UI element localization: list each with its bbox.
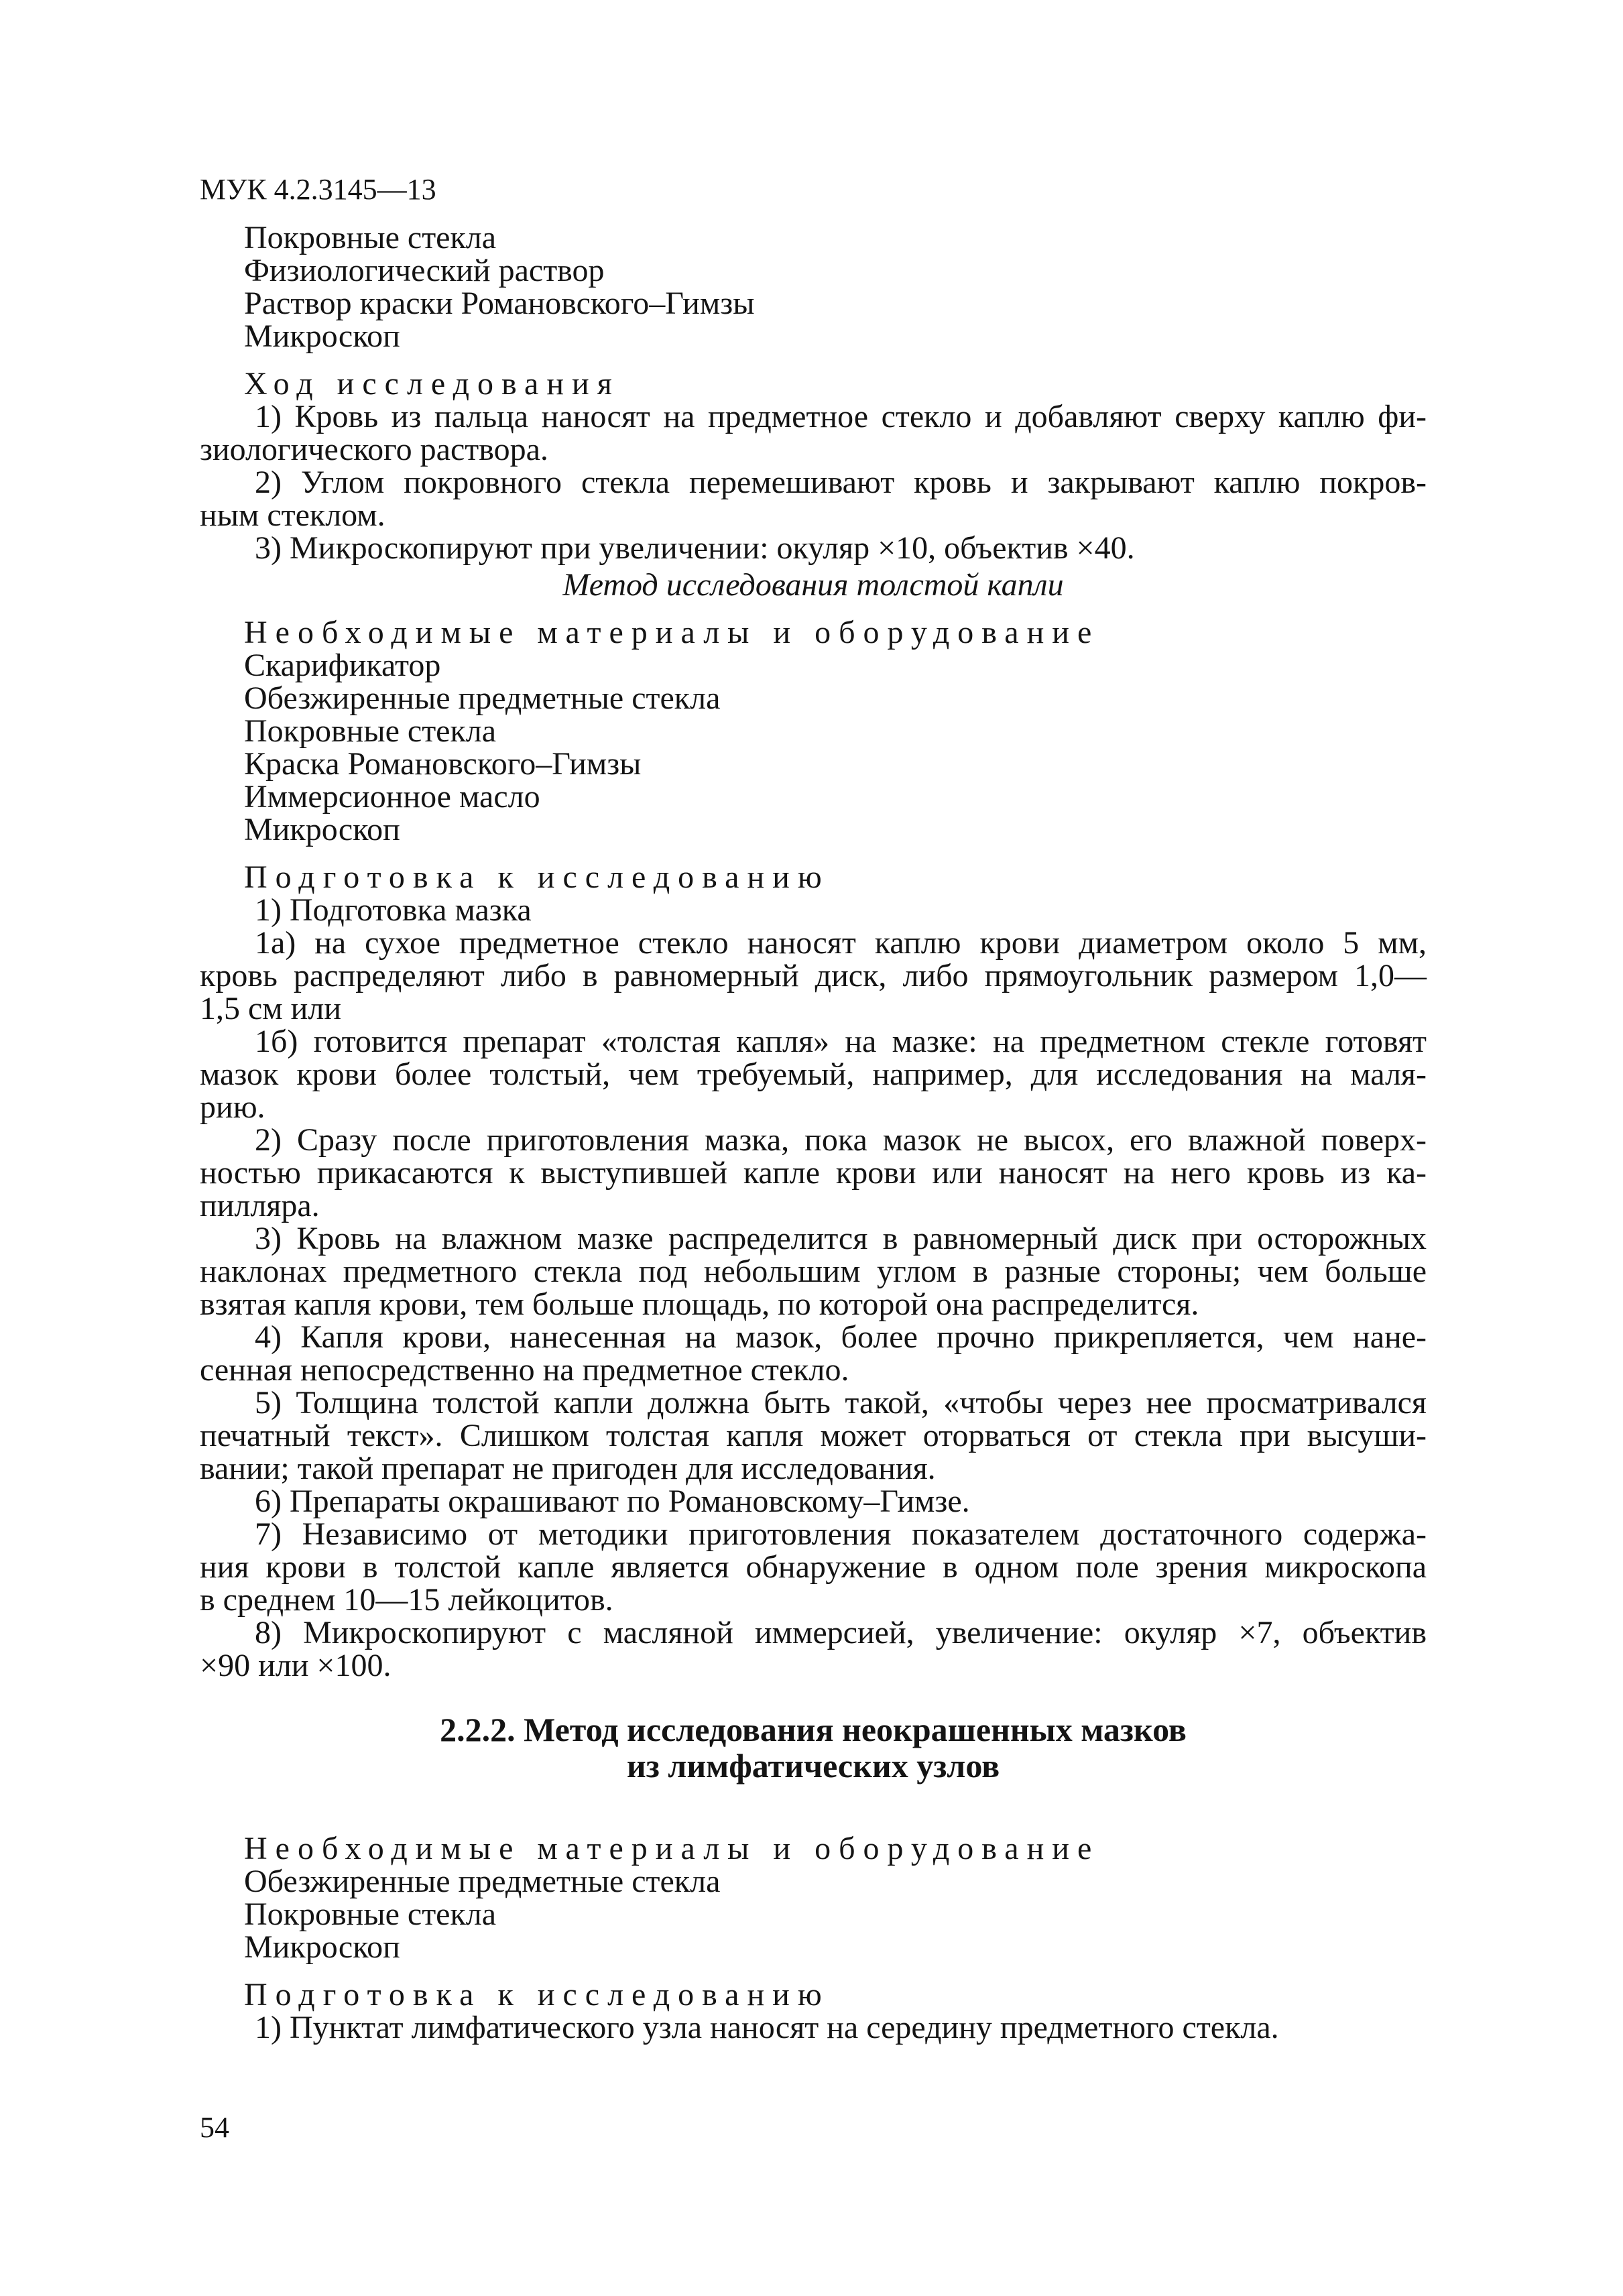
paragraph-line: 1) Подготовка мазка (255, 892, 532, 928)
preparation-heading: Подготовка к исследованию (244, 859, 830, 895)
list-item: Покровные стекла (244, 220, 497, 255)
materials-heading: Необходимые материалы и оборудование (244, 1831, 1100, 1866)
paragraph-line: пилляра. (200, 1188, 320, 1223)
paragraph-line: 1,5 см или (200, 991, 342, 1026)
paragraph-line: ным стеклом. (200, 497, 385, 533)
section-title: из лимфатических узлов (626, 1747, 1000, 1785)
paragraph-line: 1а) на сухое предметное стекло наносят каплю крови диаметром около 5 мм, (255, 925, 1427, 961)
paragraph-line: 2) Углом покровного стекла перемешивают кровь и закрывают каплю покров- (255, 465, 1427, 500)
paragraph-line: мазок крови более толстый, чем требуемый, например, для исследования на маля- (200, 1056, 1427, 1092)
paragraph-line: рию. (200, 1089, 265, 1125)
paragraph-line: вании; такой препарат не пригоден для исследования. (200, 1451, 936, 1486)
paragraph-line: кровь распределяют либо в равномерный диск, либо прямоугольник размером 1,0— (200, 958, 1427, 993)
page-number: 54 (200, 2111, 229, 2144)
list-item: Раствор краски Романовского–Гимзы (244, 286, 755, 321)
paragraph-line: взятая капля крови, тем больше площадь, по которой она распределится. (200, 1286, 1199, 1322)
page-body (200, 221, 1427, 2044)
paragraph-line: 3) Кровь на влажном мазке распределится в равномерный диск при осторожных (255, 1221, 1427, 1256)
list-item: Иммерсионное масло (244, 779, 540, 814)
paragraph-line: 7) Независимо от методики приготовления показателем достаточного содержа- (255, 1516, 1427, 1552)
list-item: Микроскоп (244, 1929, 400, 1965)
section-title: 2.2.2. Метод исследования неокрашенных мазков (440, 1711, 1187, 1748)
document-id: МУК 4.2.3145—13 (200, 173, 436, 206)
list-item: Скарификатор (244, 648, 441, 683)
paragraph-line: 6) Препараты окрашивают по Романовскому–Гимзе. (255, 1484, 970, 1519)
paragraph-line: 5) Толщина толстой капли должна быть такой, «чтобы через нее просматривался (255, 1385, 1427, 1421)
list-item: Обезжиренные предметные стекла (244, 1864, 721, 1899)
list-item: Физиологический раствор (244, 253, 605, 288)
paragraph-line: 2) Сразу после приготовления мазка, пока мазок не высох, его влажной поверх- (255, 1122, 1427, 1158)
spacer (200, 1682, 1427, 1711)
paragraph-line: 4) Капля крови, нанесенная на мазок, более прочно прикрепляется, чем нане- (255, 1319, 1427, 1355)
paragraph-line: 1б) готовится препарат «толстая капля» на мазке: на предметном стекле готовят (255, 1024, 1427, 1059)
paragraph-line: наклонах предметного стекла под небольшим углом в разные стороны; чем больше (200, 1254, 1427, 1289)
paragraph-line: 1) Кровь из пальца наносят на предметное стекло и добавляют сверху каплю фи- (255, 399, 1427, 434)
paragraph-line: ния крови в толстой капле является обнаружение в одном поле зрения микроскопа (200, 1549, 1427, 1585)
paragraph-line: ×90 или ×100. (200, 1648, 392, 1683)
list-item: Обезжиренные предметные стекла (244, 680, 721, 716)
list-item: Краска Романовского–Гимзы (244, 746, 642, 782)
paragraph-line: 3) Микроскопируют при увеличении: окуляр ×10, объектив ×40. (255, 530, 1135, 566)
paragraph-line: в среднем 10—15 лейкоцитов. (200, 1582, 613, 1618)
paragraph-line: зиологического раствора. (200, 432, 548, 467)
spacer (200, 1784, 1427, 1825)
paragraph-line: 8) Микроскопируют с масляной иммерсией, увеличение: окуляр ×7, объектив (255, 1615, 1427, 1650)
list-item: Покровные стекла (244, 1896, 497, 1932)
list-item: Покровные стекла (244, 713, 497, 749)
list-item: Микроскоп (244, 812, 400, 847)
paragraph-line: ностью прикасаются к выступившей капле крови или наносят на него кровь из ка- (200, 1155, 1427, 1191)
paragraph-line: 1) Пунктат лимфатического узла наносят на середину предметного стекла. (255, 2010, 1279, 2045)
paragraph-line: печатный текст». Слишком толстая капля может оторваться от стекла при высуши- (200, 1418, 1427, 1453)
procedure-heading: Ход исследования (244, 366, 620, 402)
preparation-heading: Подготовка к исследованию (244, 1977, 830, 2012)
materials-heading: Необходимые материалы и оборудование (244, 615, 1100, 650)
paragraph-line: сенная непосредственно на предметное стекло. (200, 1352, 849, 1388)
method-title: Метод исследования толстой капли (562, 567, 1064, 603)
list-item: Микроскоп (244, 318, 400, 354)
